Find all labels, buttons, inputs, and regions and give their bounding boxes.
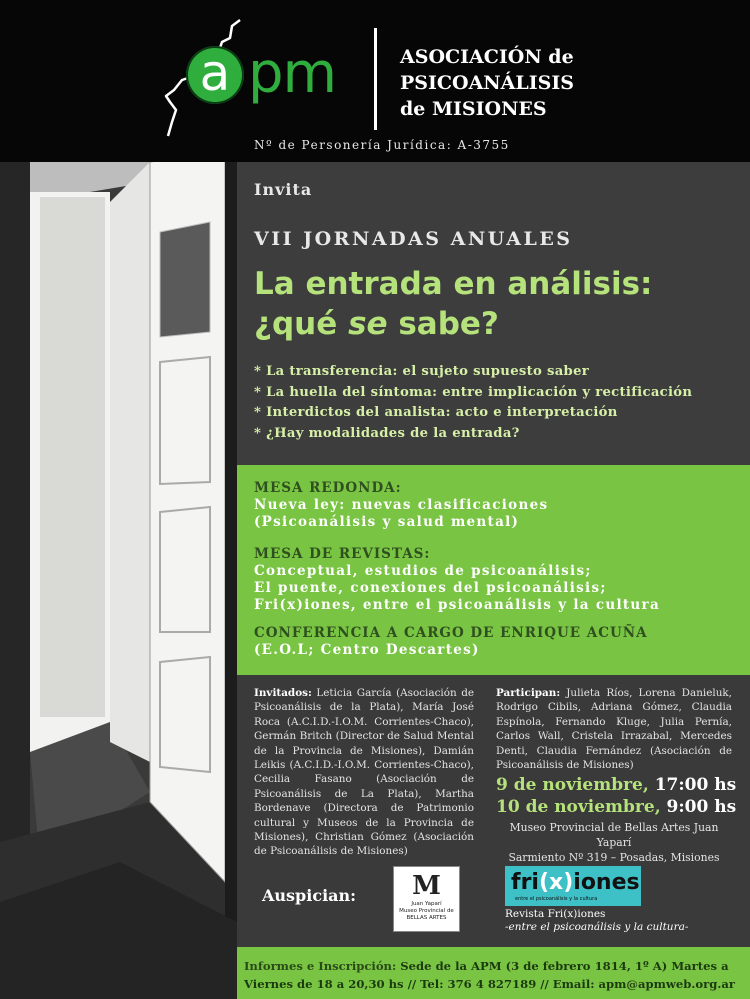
date: 9 de noviembre, <box>496 775 649 795</box>
museo-bellas-artes-logo <box>393 866 460 932</box>
door-photo <box>0 162 237 999</box>
participan-text: Julieta Ríos, Lorena Danieluk, Rodrigo Cibils, Adriana Gómez, Claudia Espínola, Fernando Kluge, Julia Pernía, Carlos Wall, Cristela Irrazabal, Mercedes Denti, Claudia Fernández (Asociación de Psicoanálisis de Misiones) <box>496 687 732 772</box>
participan-block <box>496 686 732 772</box>
time: 17:00 hs <box>648 775 737 795</box>
invitados-label: Invitados: <box>254 687 312 699</box>
date: 10 de noviembre, <box>496 797 661 817</box>
date-line <box>496 796 736 818</box>
main-title <box>254 264 652 344</box>
invitados-text: Leticia García (Asociación de Psicoanálisis de la Plata), María José Roca (A.C.I.D.-I.O.M. Corrientes-Chaco), Germán Britch (Director de Salud Mental de la Provincia de Misiones), Damián Leikis (A.C.I.D.-I.O.M. Corrientes-Chaco), Cecilia Fasano (Asociación de Psicoanálisis de La Plata), Martha Bordenave (Directora de Patrimonio cultural y Museos de la Provincia de Misiones), Christian Gómez (Asociación de Psicoanálisis de Misiones) <box>254 687 474 858</box>
contact-text: Sede de la APM (3 de febrero 1814, 1º A) Martes a <box>396 959 729 973</box>
frixiones-wordmark <box>511 870 640 895</box>
main-title-line1: La entrada en análisis: <box>254 266 653 302</box>
contact-info <box>244 957 744 993</box>
org-name-line: PSICOANÁLISIS <box>400 72 574 94</box>
title-emphasis: se <box>348 306 388 342</box>
topic-list <box>254 362 744 444</box>
title-part: sabe? <box>387 306 499 342</box>
org-name <box>400 44 574 122</box>
museo-monogram-icon: M <box>412 871 441 901</box>
mesa-redonda-line: Nueva ley: nuevas clasificaciones <box>254 497 549 513</box>
frixiones-caption <box>505 908 688 934</box>
main-title-line2 <box>254 304 652 344</box>
invita-label: Invita <box>254 180 313 199</box>
venue <box>496 820 732 865</box>
org-name-line: de MISIONES <box>400 98 547 120</box>
topic-item: * La transferencia: el sujeto supuesto saber <box>254 364 590 379</box>
museo-caption: Museo Provincial de <box>399 908 454 914</box>
frixiones-logo <box>505 866 641 906</box>
logo-divider <box>374 28 377 130</box>
frix-caption-line: Revista Fri(x)iones <box>505 908 606 920</box>
time: 9:00 hs <box>660 797 737 817</box>
mesa-revistas-line: Conceptual, estudios de psicoanálisis; <box>254 563 592 579</box>
invitados-block <box>254 686 474 859</box>
door-illustration <box>0 162 237 999</box>
topic-item: * Interdictos del analista: acto e interpretación <box>254 405 618 420</box>
event-dates <box>496 774 736 818</box>
topic-item: * La huella del síntoma: entre implicación y rectificación <box>254 384 693 400</box>
mesa-redonda-body <box>254 497 744 531</box>
logo-pm-text: pm <box>248 41 337 106</box>
contact-label: Informes e Inscripción: <box>244 959 397 973</box>
header <box>0 0 750 162</box>
personeria-juridica: Nº de Personería Jurídica: A-3755 <box>254 138 510 152</box>
logo-a-circle <box>186 46 244 104</box>
frix-caption-line: -entre el psicoanálisis y la cultura- <box>505 921 689 933</box>
frix-part: (x) <box>538 870 574 895</box>
mesa-revistas-heading: MESA DE REVISTAS: <box>254 546 431 562</box>
contact-line: Viernes de 18 a 20,30 hs // Tel: 376 4 827189 // Email: apm@apmweb.org.ar <box>244 977 736 991</box>
auspician-label: Auspician: <box>262 886 357 905</box>
mesa-revistas-body <box>254 563 744 614</box>
participan-label: Participan: <box>496 687 561 699</box>
museo-script: Juan Yaparí <box>411 901 442 907</box>
title-part: ¿qué <box>254 306 349 342</box>
venue-line: Sarmiento Nº 319 – Posadas, Misiones <box>508 851 720 864</box>
mesa-revistas-line: El puente, conexiones del psicoanálisis; <box>254 580 607 596</box>
org-name-line: ASOCIACIÓN de <box>400 46 574 68</box>
jornadas-title: VII JORNADAS ANUALES <box>254 228 573 250</box>
mesa-redonda-line: (Psicoanálisis y salud mental) <box>254 514 520 530</box>
mesa-revistas-line: Fri(x)iones, entre el psicoanálisis y la cultura <box>254 597 660 613</box>
frix-part: iones <box>573 870 640 895</box>
venue-line: Museo Provincial de Bellas Artes Juan Yaparí <box>509 821 719 849</box>
date-line <box>496 774 736 796</box>
conferencia-body: (E.O.L; Centro Descartes) <box>254 642 480 658</box>
museo-caption: BELLAS ARTES <box>406 915 447 921</box>
contact-line <box>244 957 744 975</box>
conferencia-heading: CONFERENCIA A CARGO DE ENRIQUE ACUÑA <box>254 625 648 641</box>
topic-item: * ¿Hay modalidades de la entrada? <box>254 425 520 441</box>
mesa-redonda-heading: MESA REDONDA: <box>254 480 402 496</box>
frixiones-tagline: entre el psicoanálisis y la cultura <box>515 896 598 902</box>
logo-a-letter: a <box>199 44 231 102</box>
frix-part: fri <box>511 870 539 895</box>
